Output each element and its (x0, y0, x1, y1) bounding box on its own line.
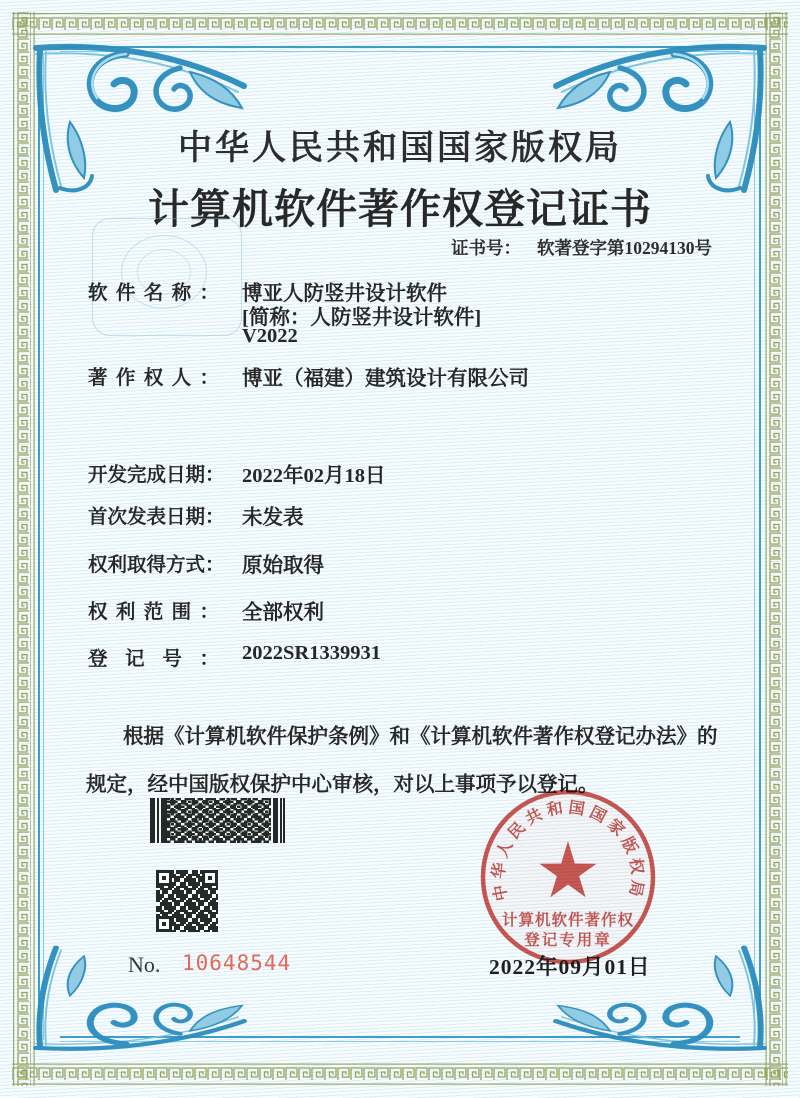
seal-line2: 登记专用章 (524, 932, 612, 949)
official-red-seal (473, 782, 663, 972)
issuing-authority-title: 中华人民共和国国家版权局 (178, 130, 622, 167)
greek-key-border-top (12, 12, 788, 36)
serial-number-label: No. (128, 952, 161, 977)
field-value: 原始取得 (242, 555, 324, 577)
field-first-publish-date (88, 501, 304, 529)
field-label: 著作权人： (88, 368, 219, 389)
field-dev-complete-date (88, 459, 386, 487)
field-label: 软件名称： (88, 283, 219, 304)
certificate-title: 计算机软件著作权登记证书 (148, 186, 652, 232)
field-rights-acquisition (88, 549, 324, 577)
field-label: 开发完成日期： (88, 465, 225, 486)
field-label: 首次发表日期： (88, 507, 225, 528)
certificate-number-value: 软著登字第10294130号 (537, 238, 712, 258)
field-registration-number (88, 642, 381, 671)
field-value: 2022SR1339931 (242, 642, 381, 664)
field-value: 博亚人防竖井设计软件 (242, 283, 447, 305)
barcode-start-bars (150, 798, 167, 843)
field-value: [简称：人防竖井设计软件] (242, 307, 482, 329)
field-software-name (88, 277, 447, 305)
pdf417-2d-barcode (150, 798, 285, 843)
qr-finder-top-right (202, 870, 218, 886)
corner-ornament-top-left-icon (30, 38, 250, 198)
field-copyright-owner (88, 362, 529, 390)
certificate-number-label: 证书号： (451, 238, 521, 258)
qr-code (156, 870, 218, 932)
barcode-data-modules (167, 798, 271, 843)
field-rights-scope (88, 596, 324, 624)
barcode-stop-bars (271, 798, 285, 843)
qr-finder-bottom-left (156, 916, 172, 932)
issue-date: 2022年09月01日 (489, 955, 651, 979)
field-label: 登记号： (88, 649, 219, 670)
field-value: V2022 (242, 325, 298, 347)
field-value: 2022年02月18日 (242, 465, 386, 487)
greek-key-border-bottom (12, 1062, 788, 1086)
serial-number-value: 10648544 (182, 951, 292, 975)
corner-ornament-top-right-icon (550, 38, 770, 198)
field-label: 权利取得方式： (88, 555, 225, 576)
field-value: 全部权利 (242, 602, 324, 624)
qr-finder-top-left (156, 870, 172, 886)
field-value: 未发表 (242, 507, 304, 529)
seal-arc-text: 中华人民共和国国家版权局 (490, 799, 646, 903)
seal-line1: 计算机软件著作权 (501, 912, 635, 929)
field-value: 博亚（福建）建筑设计有限公司 (242, 368, 529, 390)
registration-statement: 根据《计算机软件保护条例》和《计算机软件著作权登记办法》的规定，经中国版权保护中心审核，对以上事项予以登记。 (86, 725, 718, 796)
field-label: 权利范围： (88, 602, 219, 623)
